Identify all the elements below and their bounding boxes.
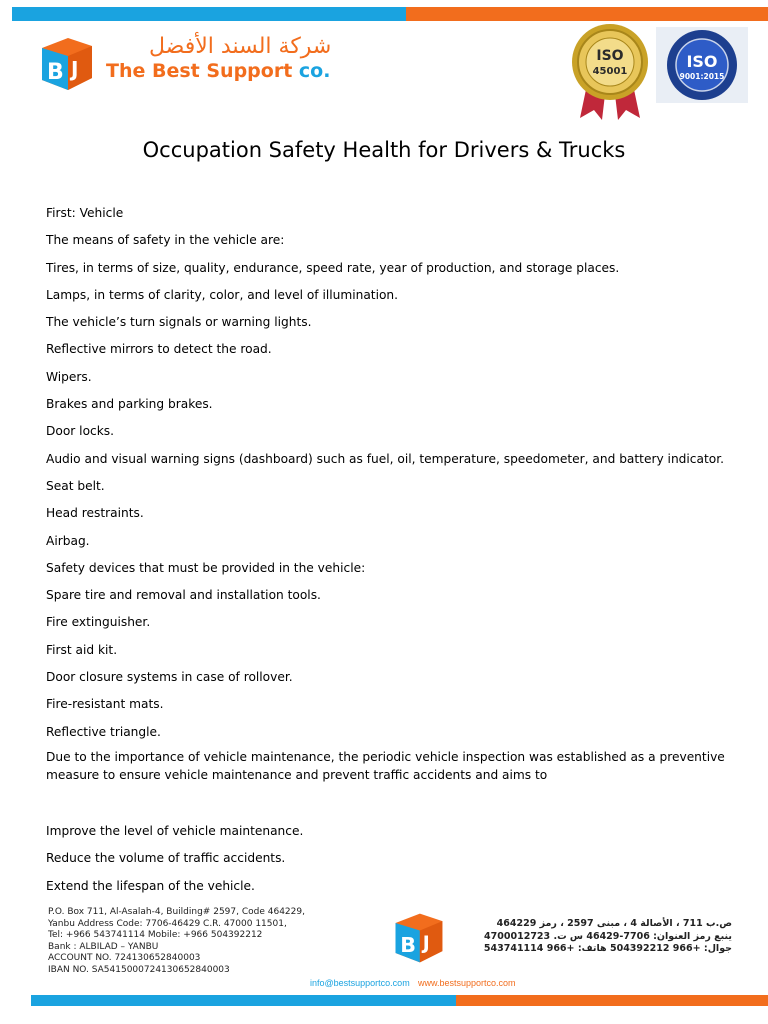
body-line: Wipers.	[46, 369, 92, 384]
body-line: First aid kit.	[46, 642, 118, 657]
iso-badge-1-line1: ISO	[596, 48, 624, 64]
footer-line: ينبع رمز العنوان: 7706-46429 س ت. 4700012723	[484, 930, 732, 942]
body-line: Fire-resistant mats.	[46, 697, 164, 712]
footer-email-link[interactable]: info@bestsupportco.com	[310, 978, 410, 988]
footer-logo-icon	[388, 909, 448, 965]
aim-line: Reduce the volume of traffic accidents.	[46, 851, 286, 866]
company-logo-icon	[34, 34, 98, 92]
body-line: Brakes and parking brakes.	[46, 397, 213, 412]
iso-badge-2-line1: ISO	[686, 52, 718, 71]
svg-text:B: B	[400, 933, 416, 957]
document-body	[46, 202, 726, 902]
footer-address-arabic	[484, 918, 732, 956]
body-line: Head restraints.	[46, 506, 144, 521]
top-bar-blue	[12, 7, 406, 21]
body-line: Seat belt.	[46, 478, 105, 493]
footer-line: ص.ب 711 ، الأصالة 4 ، مبنى 2597 ، رمز 464229	[496, 918, 732, 929]
body-line: Spare tire and removal and installation tools.	[46, 588, 321, 603]
body-line: The means of safety in the vehicle are:	[46, 233, 285, 248]
body-line: Reflective mirrors to detect the road.	[46, 342, 272, 357]
iso-9001-seal-icon	[656, 27, 748, 103]
body-line: The vehicle’s turn signals or warning lights.	[46, 315, 312, 330]
iso-badge-1-line2: 45001	[592, 66, 628, 77]
aim-line: Improve the level of vehicle maintenance.	[46, 823, 304, 838]
top-bar-orange	[406, 7, 768, 21]
body-line: Airbag.	[46, 533, 90, 548]
iso-badge-2-line2: 9001:2015	[679, 72, 725, 81]
bottom-bar-orange	[456, 995, 768, 1006]
aim-line: Extend the lifespan of the vehicle.	[46, 878, 255, 893]
svg-text:J: J	[71, 57, 79, 81]
company-name-english	[106, 60, 330, 82]
company-name-arabic: شركة السند الأفضل	[149, 34, 332, 59]
footer-website-link[interactable]: www.bestsupportco.com	[418, 978, 516, 988]
body-line: Safety devices that must be provided in the vehicle:	[46, 560, 366, 575]
footer-line: Yanbu Address Code: 7706-46429 C.R. 47000 11501,	[48, 918, 287, 929]
iso-45001-seal-icon	[566, 22, 654, 120]
footer-line: ACCOUNT NO. 724130652840003	[48, 953, 201, 964]
svg-text:B: B	[47, 60, 64, 85]
document-title: Occupation Safety Health for Drivers & Trucks	[142, 138, 626, 162]
body-line: Door closure systems in case of rollover.	[46, 670, 293, 685]
body-line: Audio and visual warning signs (dashboard) such as fuel, oil, temperature, speedometer, and battery indicator.	[46, 451, 724, 466]
bottom-bar-blue	[31, 995, 456, 1006]
svg-text:J: J	[422, 933, 430, 955]
company-logo	[24, 30, 354, 100]
body-line: Fire extinguisher.	[46, 615, 151, 630]
footer-line: Bank : ALBILAD – YANBU	[48, 941, 159, 952]
company-name-suffix: co.	[298, 60, 331, 82]
footer-line: P.O. Box 711, Al-Asalah-4, Building# 2597, Code 464229,	[48, 907, 305, 917]
body-line: Door locks.	[46, 424, 115, 439]
body-line: Tires, in terms of size, quality, endurance, speed rate, year of production, and storage places.	[46, 260, 620, 275]
footer-address-english	[48, 907, 305, 977]
body-line: First: Vehicle	[46, 206, 124, 220]
body-paragraph: Due to the importance of vehicle maintenance, the periodic vehicle inspection was established as a preventive measure to ensure vehicle maintenance and prevent traffic accidents and aims to	[46, 749, 725, 782]
footer-line: Tel: +966 543741114 Mobile: +966 504392212	[48, 930, 263, 941]
footer-line: جوال: +966 504392212 هاتف: +966 543741114	[483, 943, 732, 954]
footer-line: IBAN NO. SA5415000724130652840003	[48, 964, 230, 975]
body-line: Reflective triangle.	[46, 724, 161, 739]
company-name-main: The Best Support	[106, 60, 293, 82]
body-line: Lamps, in terms of clarity, color, and level of illumination.	[46, 287, 399, 302]
